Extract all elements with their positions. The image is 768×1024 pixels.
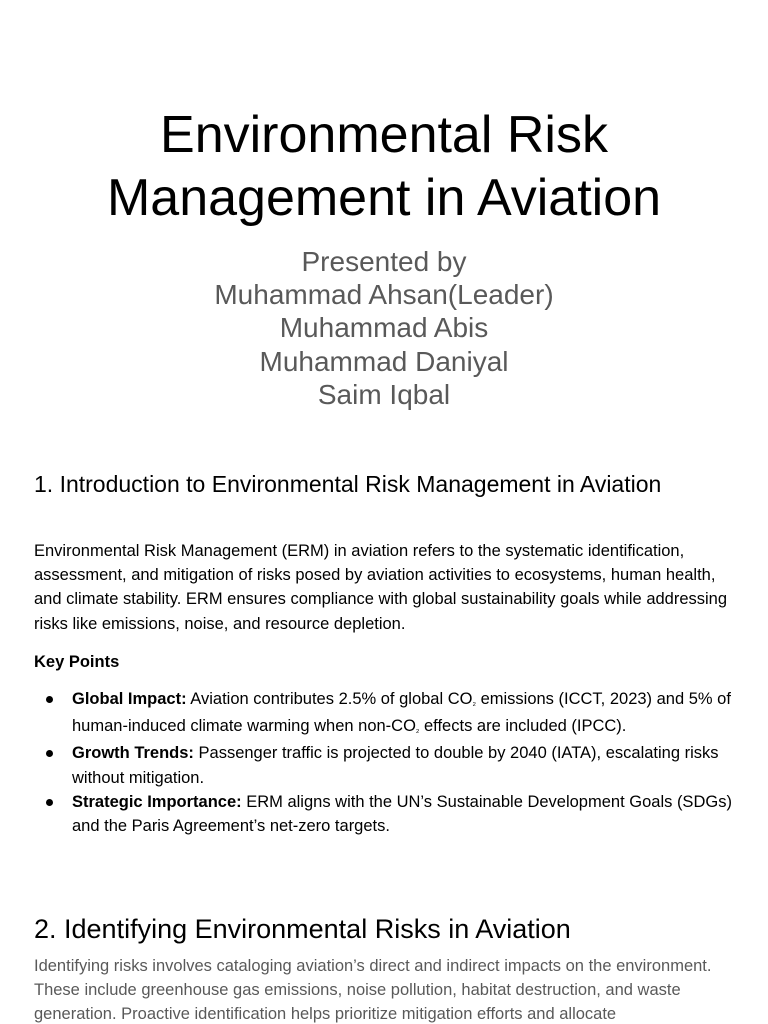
- subscript: ₂: [472, 697, 476, 707]
- key-points-heading: Key Points: [34, 653, 120, 671]
- section-1-heading: 1. Introduction to Environmental Risk Management in Aviation: [34, 471, 662, 497]
- section-2-heading: 2. Identifying Environmental Risks in Aviation: [34, 914, 571, 944]
- presenter-name: Muhammad Ahsan(Leader): [214, 279, 554, 311]
- subscript: ₂: [415, 724, 420, 735]
- presenter-name: Muhammad Daniyal: [259, 345, 509, 377]
- page-title: [0, 104, 768, 230]
- presenter-name: Muhammad Abis: [279, 312, 489, 344]
- title-line-1: Environmental Risk: [160, 106, 608, 164]
- list-item: [34, 687, 739, 741]
- bullet-label: Strategic Importance:: [72, 792, 242, 811]
- section-2-paragraph: Identifying risks involves cataloging aviation’s direct and indirect impacts on the environment. These include greenhouse gas emissions, noise pollution, habitat destruction, and waste generation. Proactive identification helps prioritize mitigation efforts and allocate: [34, 957, 712, 1024]
- bullet-text: Passenger traffic is projected to double by 2040 (IATA), escalating risks without mitigation.: [72, 744, 719, 787]
- bullet-label: Growth Trends:: [72, 744, 194, 763]
- bullet-icon: [46, 799, 53, 806]
- key-points-list: [34, 687, 739, 838]
- bullet-icon: [46, 750, 53, 757]
- bullet-text: effects are included (IPCC).: [419, 717, 627, 736]
- presented-by-label: Presented by: [301, 246, 467, 277]
- section-1-paragraph: Environmental Risk Management (ERM) in aviation refers to the systematic identification, assessment, and mitigation of risks posed by aviation activities to ecosystems, human health, and climate stability. ERM ensures compliance with global sustainability goals while addressing risks like emissions, noise, and resource depletion.: [34, 542, 728, 633]
- title-line-2: Management in Aviation: [106, 169, 662, 227]
- bullet-text: Aviation contributes 2.5% of global CO: [186, 690, 473, 708]
- bullet-icon: [46, 696, 53, 703]
- presenter-name: Saim Iqbal: [317, 378, 451, 410]
- presenters-block: [0, 245, 768, 411]
- bullet-text: ERM aligns with the UN’s Sustainable Development Goals (SDGs) and the Paris Agreement’s net-zero targets.: [72, 792, 732, 836]
- list-item: [34, 741, 739, 789]
- bullet-text: emissions (ICCT, 2023) and 5% of human-induced climate warming when non-CO: [72, 690, 731, 736]
- list-item: [34, 790, 739, 838]
- bullet-label: Global Impact:: [72, 690, 187, 708]
